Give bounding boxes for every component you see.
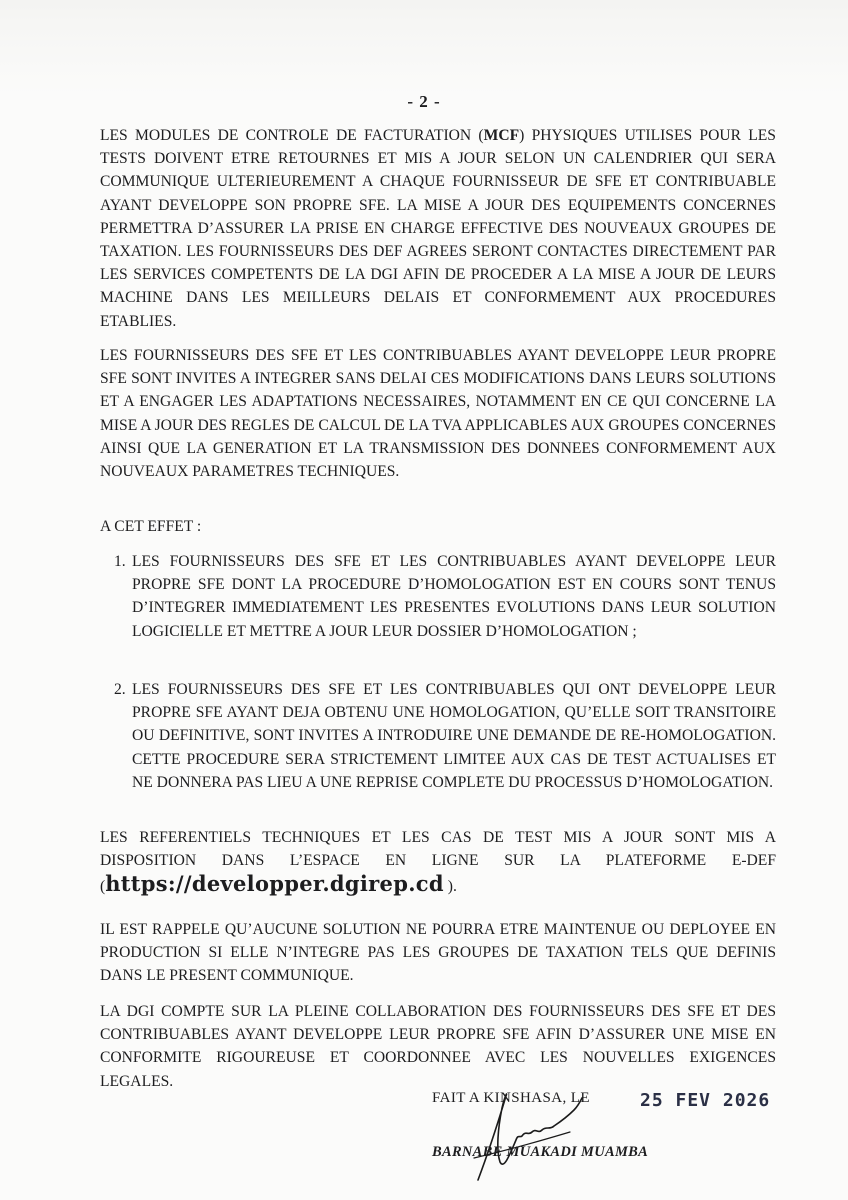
list-item-text: LES FOURNISSEURS DES SFE ET LES CONTRIBUABLES AYANT DEVELOPPE LEUR PROPRE SFE DONT LA PROCEDURE D’HOMOLOGATION EST EN COURS SONT TENUS D’INTEGRER IMMEDIATEMENT LES PRESENTES EVOLUTIONS DANS LEUR SOLUTION LOGICIELLE ET METTRE A JOUR LEUR DOSSIER D’HOMOLOGATION ; — [132, 553, 776, 640]
mcf-acronym: MCF — [483, 127, 520, 144]
list-item-number: 2. — [114, 681, 126, 698]
paragraph-collaboration: LA DGI COMPTE SUR LA PLEINE COLLABORATION DES FOURNISSEURS DES SFE ET DES CONTRIBUABLES AYANT DEVELOPPE LEUR PROPRE SFE AFIN D’ASSURER UNE MISE EN CONFORMITE RIGOUREUSE ET COORDONNEE AVEC LES NOUVELLES EXIGENCES LEGALES. — [100, 1003, 776, 1090]
page-number: - 2 - — [407, 92, 441, 111]
numbered-list — [100, 678, 776, 794]
date-stamp: 25 FEV 2026 — [640, 1090, 771, 1111]
place-and-date-label: FAIT A KINSHASA, LE — [432, 1090, 590, 1106]
handwritten-signature — [470, 1088, 590, 1188]
paragraph-text: LES MODULES DE CONTROLE DE FACTURATION ( — [100, 127, 484, 144]
paragraph-mcf-modules — [100, 124, 776, 333]
list-item-number: 1. — [114, 553, 126, 570]
paragraph-text: ). — [443, 878, 457, 896]
paragraph-text: ) PHYSIQUES UTILISES POUR LES TESTS DOIVENT ETRE RETOURNES ET MIS A JOUR SELON UN CALENDRIER QUI SERA COMMUNIQUE ULTERIEUREMENT A CHAQUE FOURNISSEUR DE SFE ET CONTRIBUABLE AYANT DEVELOPPE SON PROPRE SFE. LA MISE A JOUR DES EQUIPEMENTS CONCERNES PERMETTRA D’ASSURER LA PRISE EN CHARGE EFFECTIVE DES NOUVEAUX GROUPES DE TAXATION. LES FOURNISSEURS DES DEF AGREES SERONT CONTACTES DIRECTEMENT PAR LES SERVICES COMPETENTS DE LA DGI AFIN DE PROCEDER A LA MISE A JOUR DE LEURS MACHINE DANS LES MEILLEURS DELAIS ET CONFORMEMENT AUX PROCEDURES ETABLIES. — [100, 127, 776, 330]
paragraph-text: LES REFERENTIELS TECHNIQUES ET LES CAS DE TEST MIS A JOUR SONT MIS A DISPOSITION DANS L’ESPACE EN LIGNE SUR LA PLATEFORME E-DEF ( — [100, 829, 776, 896]
list-item — [100, 678, 776, 794]
paragraph-a-cet-effet: A CET EFFET : — [100, 518, 202, 535]
list-item-text: LES FOURNISSEURS DES SFE ET LES CONTRIBUABLES QUI ONT DEVELOPPE LEUR PROPRE SFE AYANT DEJA OBTENU UNE HOMOLOGATION, QU’ELLE SOIT TRANSITOIRE OU DEFINITIVE, SONT INVITES A INTRODUIRE UNE DEMANDE DE RE-HOMOLOGATION. CETTE PROCEDURE SERA STRICTEMENT LIMITEE AUX CAS DE TEST ACTUALISES ET NE DONNERA PAS LIEU A UNE REPRISE COMPLETE DU PROCESSUS D’HOMOLOGATION. — [132, 681, 776, 791]
paragraph-rappel: IL EST RAPPELE QU’AUCUNE SOLUTION NE POURRA ETRE MAINTENUE OU DEPLOYEE EN PRODUCTION SI ELLE N’INTEGRE PAS LES GROUPES DE TAXATION TELS QUE DEFINIS DANS LE PRESENT COMMUNIQUE. — [100, 921, 776, 985]
paragraph-referentiels — [100, 826, 776, 899]
signature-stroke — [478, 1094, 582, 1180]
numbered-list — [100, 550, 776, 643]
signatory-name: BARNABE MUAKADI MUAMBA — [432, 1144, 649, 1160]
platform-url-link[interactable]: https://developper.dgirep.cd — [105, 871, 444, 897]
paragraph-sfe-suppliers: LES FOURNISSEURS DES SFE ET LES CONTRIBUABLES AYANT DEVELOPPE LEUR PROPRE SFE SONT INVITES A INTEGRER SANS DELAI CES MODIFICATIONS DANS LEURS SOLUTIONS ET A ENGAGER LES ADAPTATIONS NECESSAIRES, NOTAMMENT EN CE QUI CONCERNE LA MISE A JOUR DES REGLES DE CALCUL DE LA TVA APPLICABLES AUX GROUPES CONCERNES AINSI QUE LA GENERATION ET LA TRANSMISSION DES DONNEES CONFORMEMENT AUX NOUVEAUX PARAMETRES TECHNIQUES. — [100, 347, 776, 481]
list-item — [100, 550, 776, 643]
